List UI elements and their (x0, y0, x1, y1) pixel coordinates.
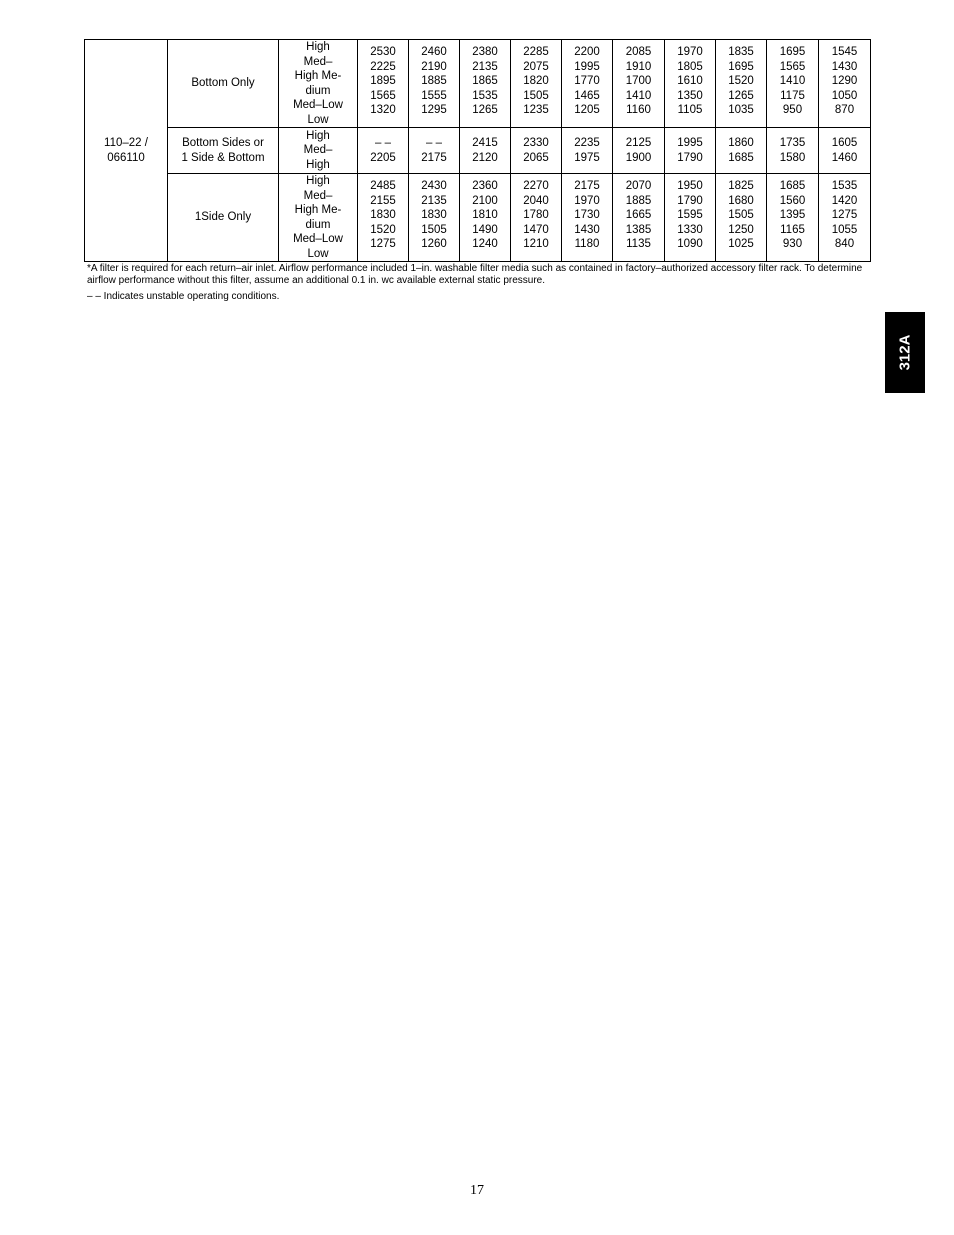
airflow-cell: 2430 2135 1830 1505 1260 (409, 174, 460, 262)
airflow-cell: 2125 1900 (613, 128, 665, 174)
fan-speed-cell: High Med– High Me- dium Med–Low Low (279, 174, 358, 262)
table-row-one-side-only (85, 174, 871, 262)
unstable-footnote: – – Indicates unstable operating conditions. (87, 291, 280, 302)
airflow-cell: 1950 1790 1595 1330 1090 (665, 174, 716, 262)
airflow-cell: 2530 2225 1895 1565 1320 (358, 40, 409, 128)
fan-speed-cell: High Med– High (279, 128, 358, 174)
page-number: 17 (470, 1183, 484, 1198)
airflow-cell: 1685 1560 1395 1165 930 (767, 174, 819, 262)
table-row-bottom-only (85, 40, 871, 128)
airflow-cell: 1695 1565 1410 1175 950 (767, 40, 819, 128)
airflow-cell: 2085 1910 1700 1410 1160 (613, 40, 665, 128)
section-tab-label: 312A (896, 334, 914, 371)
return-config-cell: Bottom Sides or 1 Side & Bottom (168, 128, 279, 174)
airflow-cell: 2485 2155 1830 1520 1275 (358, 174, 409, 262)
airflow-cell: 2235 1975 (562, 128, 613, 174)
return-config-cell: 1Side Only (168, 174, 279, 262)
airflow-cell: 2415 2120 (460, 128, 511, 174)
airflow-cell: 1860 1685 (716, 128, 767, 174)
airflow-cell: 1535 1420 1275 1055 840 (819, 174, 871, 262)
section-tab (885, 312, 925, 393)
airflow-cell: 2380 2135 1865 1535 1265 (460, 40, 511, 128)
airflow-cell: 1835 1695 1520 1265 1035 (716, 40, 767, 128)
airflow-cell: 1735 1580 (767, 128, 819, 174)
return-config-cell: Bottom Only (168, 40, 279, 128)
airflow-cell: 1825 1680 1505 1250 1025 (716, 174, 767, 262)
airflow-cell: – – 2205 (358, 128, 409, 174)
filter-footnote: *A filter is required for each return–air inlet. Airflow performance included 1–in. washable filter media such as contained in factory–authorized accessory filter rack. To determine airflow performance without this filter, assume an additional 0.1 in. wc available external static pressure. (87, 263, 863, 286)
airflow-cell: 2270 2040 1780 1470 1210 (511, 174, 562, 262)
airflow-cell: 2360 2100 1810 1490 1240 (460, 174, 511, 262)
airflow-performance-table (84, 39, 871, 262)
table-notes (87, 263, 872, 303)
model-cell: 110–22 / 066110 (85, 40, 168, 262)
airflow-cell: 2285 2075 1820 1505 1235 (511, 40, 562, 128)
airflow-cell: 1970 1805 1610 1350 1105 (665, 40, 716, 128)
airflow-cell: 2070 1885 1665 1385 1135 (613, 174, 665, 262)
airflow-cell: 2460 2190 1885 1555 1295 (409, 40, 460, 128)
airflow-cell: 1605 1460 (819, 128, 871, 174)
airflow-cell: 2330 2065 (511, 128, 562, 174)
airflow-cell: 1545 1430 1290 1050 870 (819, 40, 871, 128)
airflow-cell: 2175 1970 1730 1430 1180 (562, 174, 613, 262)
airflow-cell: 2200 1995 1770 1465 1205 (562, 40, 613, 128)
table-row-bottom-sides (85, 128, 871, 174)
airflow-cell: – – 2175 (409, 128, 460, 174)
airflow-cell: 1995 1790 (665, 128, 716, 174)
fan-speed-cell: High Med– High Me- dium Med–Low Low (279, 40, 358, 128)
